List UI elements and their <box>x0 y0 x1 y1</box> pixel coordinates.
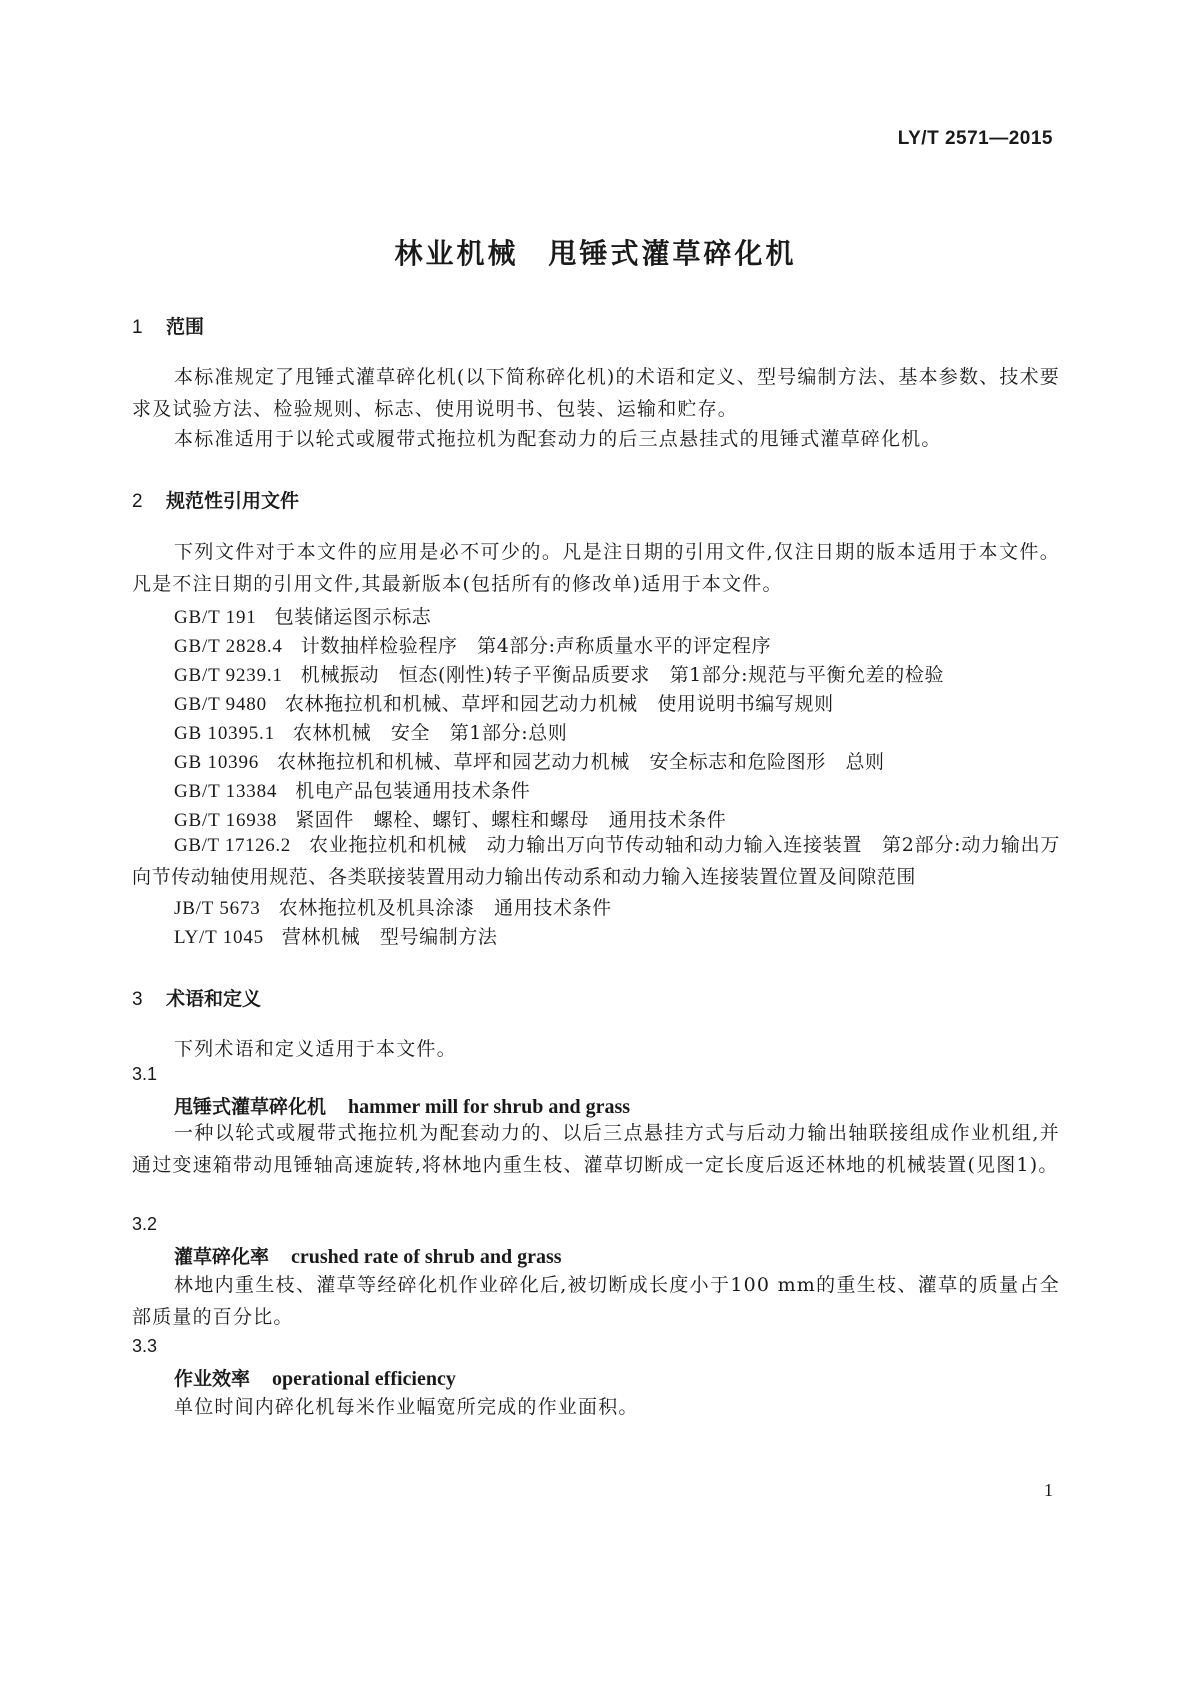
reference-item <box>132 830 1060 893</box>
reference-title: 机械振动 恒态(刚性)转子平衡品质要求 第1部分:规范与平衡允差的检验 <box>300 664 945 686</box>
term-definition: 一种以轮式或履带式拖拉机为配套动力的、以后三点悬挂方式与后动力输出轴联接组成作业机组,并通过变速箱带动甩锤轴高速旋转,将林地内重生枝、灌草切断成一定长度后返还林地的机械装置(见图1)。 <box>132 1122 1060 1176</box>
reference-code: GB 10396 <box>174 752 260 773</box>
reference-code: GB/T 13384 <box>174 781 278 802</box>
reference-item <box>174 893 612 920</box>
reference-item <box>174 718 567 745</box>
reference-code: GB/T 9239.1 <box>174 665 283 686</box>
title-part-1: 林业机械 <box>394 237 519 270</box>
reference-title: 紧固件 螺栓、螺钉、螺柱和螺母 通用技术条件 <box>295 809 727 831</box>
clause-number: 3.3 <box>132 1336 158 1356</box>
reference-title: 农业拖拉机和机械 动力输出万向节传动轴和动力输入连接装置 第2部分:动力输出万向节传动轴使用规范、各类联接装置用动力输出传动系和动力输入连接装置位置及间隙范围 <box>132 834 1060 888</box>
term-en: operational efficiency <box>272 1368 456 1390</box>
section-number: 3 <box>132 989 143 1010</box>
reference-code: GB/T 191 <box>174 607 257 628</box>
reference-title: 农林拖拉机和机械、草坪和园艺动力机械 使用说明书编写规则 <box>284 693 834 715</box>
reference-title: 包装储运图示标志 <box>274 606 432 628</box>
standard-number: LY/T 2571—2015 <box>897 128 1053 149</box>
reference-title: 农林拖拉机及机具涂漆 通用技术条件 <box>278 897 612 919</box>
term-heading <box>174 1242 562 1269</box>
reference-title: 营林机械 型号编制方法 <box>281 926 498 948</box>
section-1-paragraph-1: 本标准规定了甩锤式灌草碎化机(以下简称碎化机)的术语和定义、型号编制方法、基本参数、技术要求及试验方法、检验规则、标志、使用说明书、包装、运输和贮存。 <box>132 366 1060 420</box>
reference-title: 农林拖拉机和机械、草坪和园艺动力机械 安全标志和危险图形 总则 <box>277 751 885 773</box>
section-2-heading <box>132 486 299 513</box>
reference-code: LY/T 1045 <box>174 927 264 948</box>
reference-item <box>174 602 431 629</box>
section-1-heading <box>132 312 204 339</box>
section-number: 2 <box>132 491 143 512</box>
title-part-2: 甩锤式灌草碎化机 <box>548 237 797 270</box>
reference-code: JB/T 5673 <box>174 898 261 919</box>
term-heading <box>174 1364 456 1391</box>
page-number: 1 <box>1044 1480 1053 1500</box>
term-zh: 甩锤式灌草碎化机 <box>174 1096 327 1118</box>
reference-code: GB/T 9480 <box>174 694 267 715</box>
reference-code: GB/T 2828.4 <box>174 636 283 657</box>
reference-item <box>174 922 498 949</box>
term-en: hammer mill for shrub and grass <box>348 1096 631 1118</box>
term-definition: 单位时间内碎化机每米作业幅宽所完成的作业面积。 <box>174 1396 639 1418</box>
term-zh: 作业效率 <box>174 1368 251 1390</box>
section-number: 1 <box>132 317 143 338</box>
reference-title: 农林机械 安全 第1部分:总则 <box>292 722 568 744</box>
term-en: crushed rate of shrub and grass <box>291 1246 562 1268</box>
section-title: 范围 <box>166 316 205 338</box>
reference-code: GB/T 16938 <box>174 810 278 831</box>
reference-item <box>174 631 771 658</box>
clause-number: 3.1 <box>132 1064 158 1084</box>
section-title: 术语和定义 <box>166 988 262 1010</box>
reference-item <box>174 805 726 832</box>
reference-item <box>174 747 885 774</box>
section-3-heading <box>132 984 261 1011</box>
reference-title: 机电产品包装通用技术条件 <box>295 780 531 802</box>
reference-code: GB 10395.1 <box>174 723 275 744</box>
term-zh: 灌草碎化率 <box>174 1246 270 1268</box>
reference-code: GB/T 17126.2 <box>174 835 291 856</box>
reference-item <box>174 660 944 687</box>
section-1-paragraph-2: 本标准适用于以轮式或履带式拖拉机为配套动力的后三点悬挂式的甩锤式灌草碎化机。 <box>174 428 942 450</box>
term-definition: 林地内重生枝、灌草等经碎化机作业碎化后,被切断成长度小于100 mm的重生枝、灌草的质量占全部质量的百分比。 <box>132 1274 1060 1328</box>
document-title <box>0 232 1191 272</box>
clause-number: 3.2 <box>132 1214 158 1234</box>
section-3-intro: 下列术语和定义适用于本文件。 <box>174 1038 457 1060</box>
reference-item <box>174 776 530 803</box>
reference-item <box>174 689 834 716</box>
reference-title: 计数抽样检验程序 第4部分:声称质量水平的评定程序 <box>300 635 772 657</box>
section-title: 规范性引用文件 <box>166 490 300 512</box>
section-2-intro: 下列文件对于本文件的应用是必不可少的。凡是注日期的引用文件,仅注日期的版本适用于本文件。凡是不注日期的引用文件,其最新版本(包括所有的修改单)适用于本文件。 <box>132 541 1060 595</box>
term-heading <box>174 1092 630 1119</box>
